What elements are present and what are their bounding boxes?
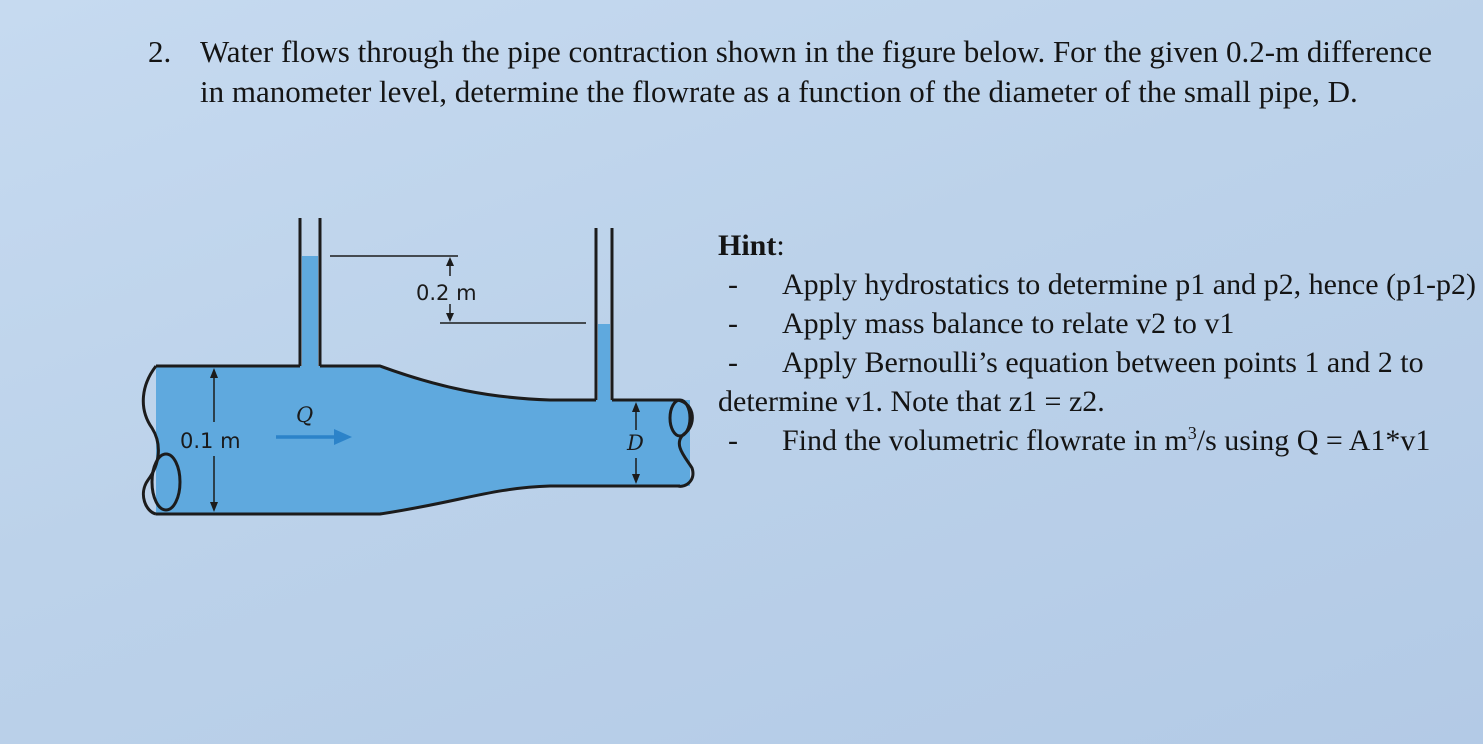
pipe-contraction-figure (140, 212, 700, 530)
right-tube-water (598, 324, 610, 402)
level-dim-arrow-down (446, 313, 454, 322)
flow-label: Q (296, 403, 314, 427)
pipe-diagram (140, 212, 700, 530)
hint-superscript: 3 (1187, 423, 1197, 443)
hint-title-colon: : (776, 229, 785, 262)
problem-text: Water flows through the pipe contraction shown in the figure below. For the given 0.2-m difference in manometer level, determine the flowrate as a function of the diameter of the small pipe, D. (200, 34, 1432, 109)
hint-item-text: Apply Bernoulli’s equation between points 1 and 2 to determine v1. Note that z1 = z2. (718, 346, 1424, 418)
hint-item-text: Apply hydrostatics to determine p1 and p2, hence (p1-p2) (782, 268, 1476, 301)
hint-item (718, 304, 1478, 343)
level-difference-label: 0.2 m (416, 281, 477, 305)
hint-item-text: Find the volumetric flowrate in m (782, 424, 1188, 457)
hint-item-text: Apply mass balance to relate v2 to v1 (782, 307, 1235, 340)
hint-section (718, 226, 1478, 460)
left-tube-water (302, 256, 318, 368)
large-diameter-label: 0.1 m (180, 429, 241, 453)
hint-bullet: - (728, 268, 738, 301)
hint-item (718, 265, 1478, 304)
level-dim-arrow-up (446, 257, 454, 266)
hint-title-line (718, 226, 1478, 265)
hint-title: Hint (718, 229, 777, 262)
hint-bullet: - (728, 424, 738, 457)
hint-bullet: - (728, 346, 738, 379)
problem-statement (148, 32, 1448, 112)
hint-item (718, 343, 1478, 421)
problem-number: 2. (148, 34, 172, 69)
hint-item (718, 421, 1478, 460)
hint-item-text: /s using Q = A1*v1 (1196, 424, 1431, 457)
hint-bullet: - (728, 307, 738, 340)
small-diameter-label: D (627, 431, 644, 455)
